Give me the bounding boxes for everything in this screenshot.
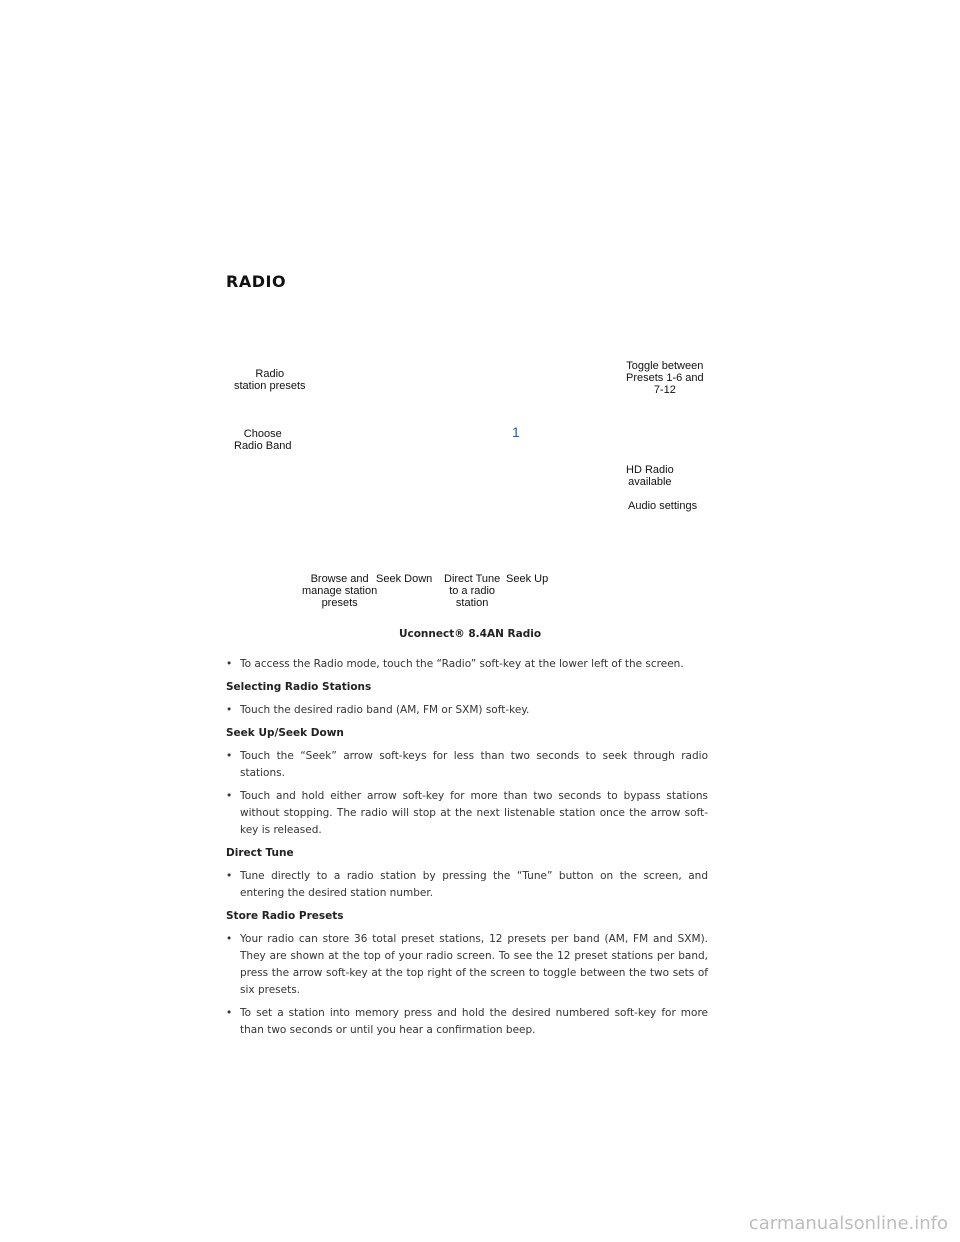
callout-direct-tune: Direct Tune to a radio station <box>444 573 501 609</box>
callout-choose-radio-band: Choose Radio Band <box>234 428 292 452</box>
store-presets-bullet: • Your radio can store 36 total preset stations, 12 presets per band (AM, FM and SXM). They are shown at the top of your radio screen. To see the 12 preset stations per band, press the arrow soft-key at the top right of the screen to toggle between the two sets of six presets. <box>226 931 708 999</box>
seek-bullet: • Touch the “Seek” arrow soft-keys for less than two seconds to seek through radio stations. <box>226 748 708 782</box>
direct-tune-heading: Direct Tune <box>226 847 294 859</box>
callout-hd-radio: HD Radio available <box>626 464 674 488</box>
callout-seek-down: Seek Down <box>376 573 433 585</box>
callout-audio-settings: Audio settings <box>628 500 698 512</box>
selecting-bullet: • Touch the desired radio band (AM, FM or SXM) soft-key. <box>226 702 708 719</box>
seek-bullet: • Touch and hold either arrow soft-key for more than two seconds to bypass stations without stopping. The radio will stop at the next listenable station once the arrow soft-key is released. <box>226 788 708 839</box>
store-presets-bullet: • To set a station into memory press and hold the desired numbered soft-key for more than two seconds or until you hear a confirmation beep. <box>226 1005 708 1039</box>
watermark: carmanualsonline.info <box>748 1213 948 1234</box>
seek-heading: Seek Up/Seek Down <box>226 727 344 739</box>
radio-instructions <box>226 656 708 1045</box>
direct-tune-bullet: • Tune directly to a radio station by pressing the “Tune” button on the screen, and entering the desired station number. <box>226 868 708 902</box>
radio-screen-figure <box>210 350 750 615</box>
store-presets-heading: Store Radio Presets <box>226 910 344 922</box>
callout-browse-presets: Browse and manage station presets <box>302 573 378 609</box>
section-title: RADIO <box>226 272 287 291</box>
callout-radio-station-presets: Radio station presets <box>234 368 306 392</box>
figure-marker: 1 <box>512 424 520 440</box>
intro-bullet: • To access the Radio mode, touch the “Radio” soft-key at the lower left of the screen. <box>226 656 708 673</box>
figure-caption: Uconnect® 8.4AN Radio <box>398 628 542 640</box>
callout-seek-up: Seek Up <box>506 573 549 585</box>
selecting-stations-heading: Selecting Radio Stations <box>226 681 372 693</box>
callout-toggle-presets: Toggle between Presets 1-6 and 7-12 <box>626 360 704 396</box>
